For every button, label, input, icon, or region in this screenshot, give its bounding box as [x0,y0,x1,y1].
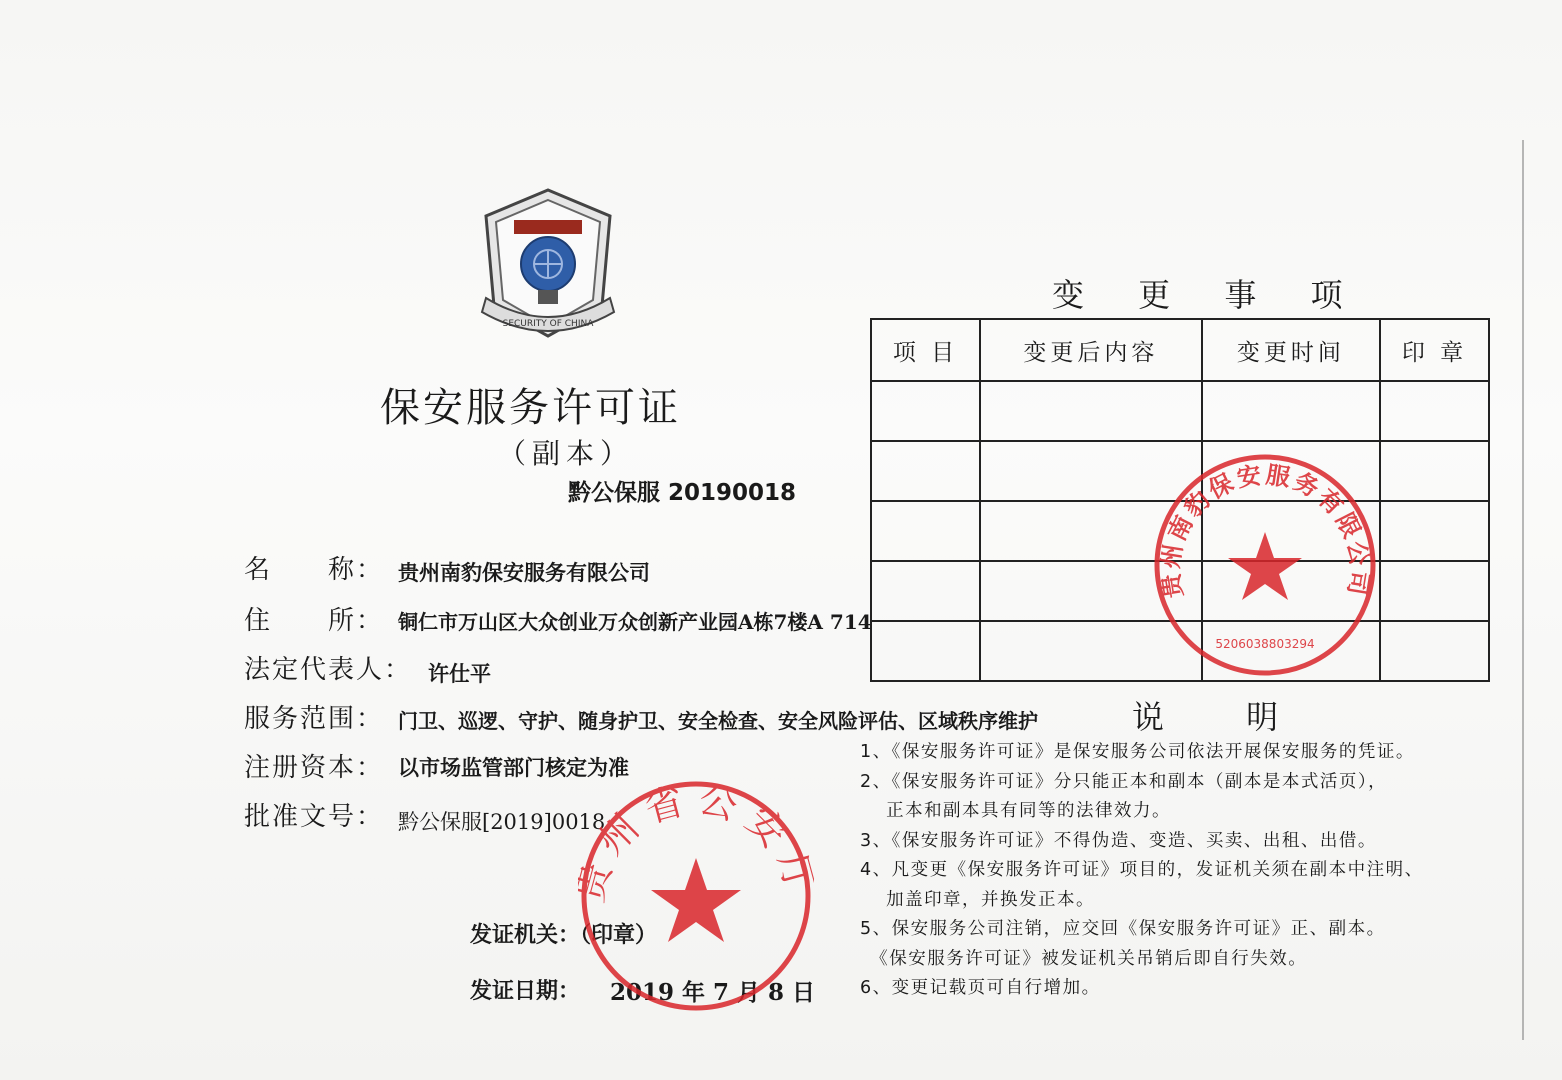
table-cell [871,561,980,621]
note-line: 1、《保安服务许可证》是保安服务公司依法开展保安服务的凭证。 [860,742,1415,762]
table-cell [1380,501,1489,561]
police-seal-stamp [578,778,814,1014]
notes-list [860,738,1520,1004]
column-header: 变更时间 [1202,319,1380,381]
note-line: 5、保安服务公司注销，应交回《保安服务许可证》正、副本。 [860,919,1386,939]
issuing-authority: 发证机关：（印章） [470,922,658,948]
certificate-number: 黔公保服 20190018 [568,480,797,506]
company-seal-code: 5206038803294 [1215,637,1315,651]
table-header-row [871,319,1489,381]
column-header: 项 目 [871,319,980,381]
table-cell [871,501,980,561]
table-cell [871,621,980,681]
field-value-capital: 以市场监管部门核定为准 [398,755,629,780]
note-line: 3、《保安服务许可证》不得伪造、变造、买卖、出租、出借。 [860,830,1377,851]
emblem-ribbon-text: SECURITY OF CHINA [502,319,594,329]
table-row [871,381,1489,441]
table-cell [980,381,1202,441]
field-value-legal-rep: 许仕平 [428,661,491,686]
field-label-address: 住 所： [244,606,385,636]
page-title: 保安服务许可证 [380,385,681,431]
field-label-legal-rep: 法定代表人： [244,655,413,685]
security-shield-emblem-icon [478,186,618,346]
note-line: 6、变更记载页可自行增加。 [860,978,1101,998]
field-label-approval: 批准文号： [244,802,385,832]
police-seal-text: 州省公安 [589,778,803,864]
issue-date-label: 发证日期： [470,978,581,1004]
table-cell [1380,621,1489,681]
copy-subtitle: （副本） [498,437,635,470]
field-value-address: 铜仁市万山区大众创业万众创新产业园A栋7楼A 714 [398,610,872,634]
table-cell [1202,381,1380,441]
column-header: 变更后内容 [980,319,1202,381]
column-header: 印 章 [1380,319,1489,381]
note-line: 正本和副本具有同等的法律效力。 [860,801,1172,821]
page-edge-line [1522,140,1524,1040]
table-cell [1380,561,1489,621]
table-cell [871,441,980,501]
changes-title: 变 更 事 项 [1052,276,1365,314]
field-label-name: 名 称： [244,555,385,585]
issue-date-value: 2019 年 7 月 8 日 [610,979,816,1006]
company-seal-stamp [1152,452,1378,678]
field-label-capital: 注册资本： [244,753,385,783]
field-value-approval: 黔公保服[2019]0018 [398,810,606,834]
field-value-scope: 门卫、巡逻、守护、随身护卫、安全检查、安全风险评估、区域秩序维护 [398,709,1038,733]
note-line: 2、《保安服务许可证》分只能正本和副本（副本是本式活页）， [860,771,1388,792]
field-label-scope: 服务范围： [244,704,385,734]
note-line: 《保安服务许可证》被发证机关吊销后即自行失效。 [860,948,1308,969]
note-line: 4、凡变更《保安服务许可证》项目的，发证机关须在副本中注明、 [860,860,1424,880]
table-cell [871,381,980,441]
field-value-name: 贵州南豹保安服务有限公司 [398,560,650,585]
table-cell [1380,441,1489,501]
company-seal-text: 贵州南豹保安服务有限公司 [1156,460,1374,601]
note-line: 加盖印章，并换发正本。 [860,889,1096,910]
table-cell [1380,381,1489,441]
notes-title: 说 明 [1132,698,1315,736]
